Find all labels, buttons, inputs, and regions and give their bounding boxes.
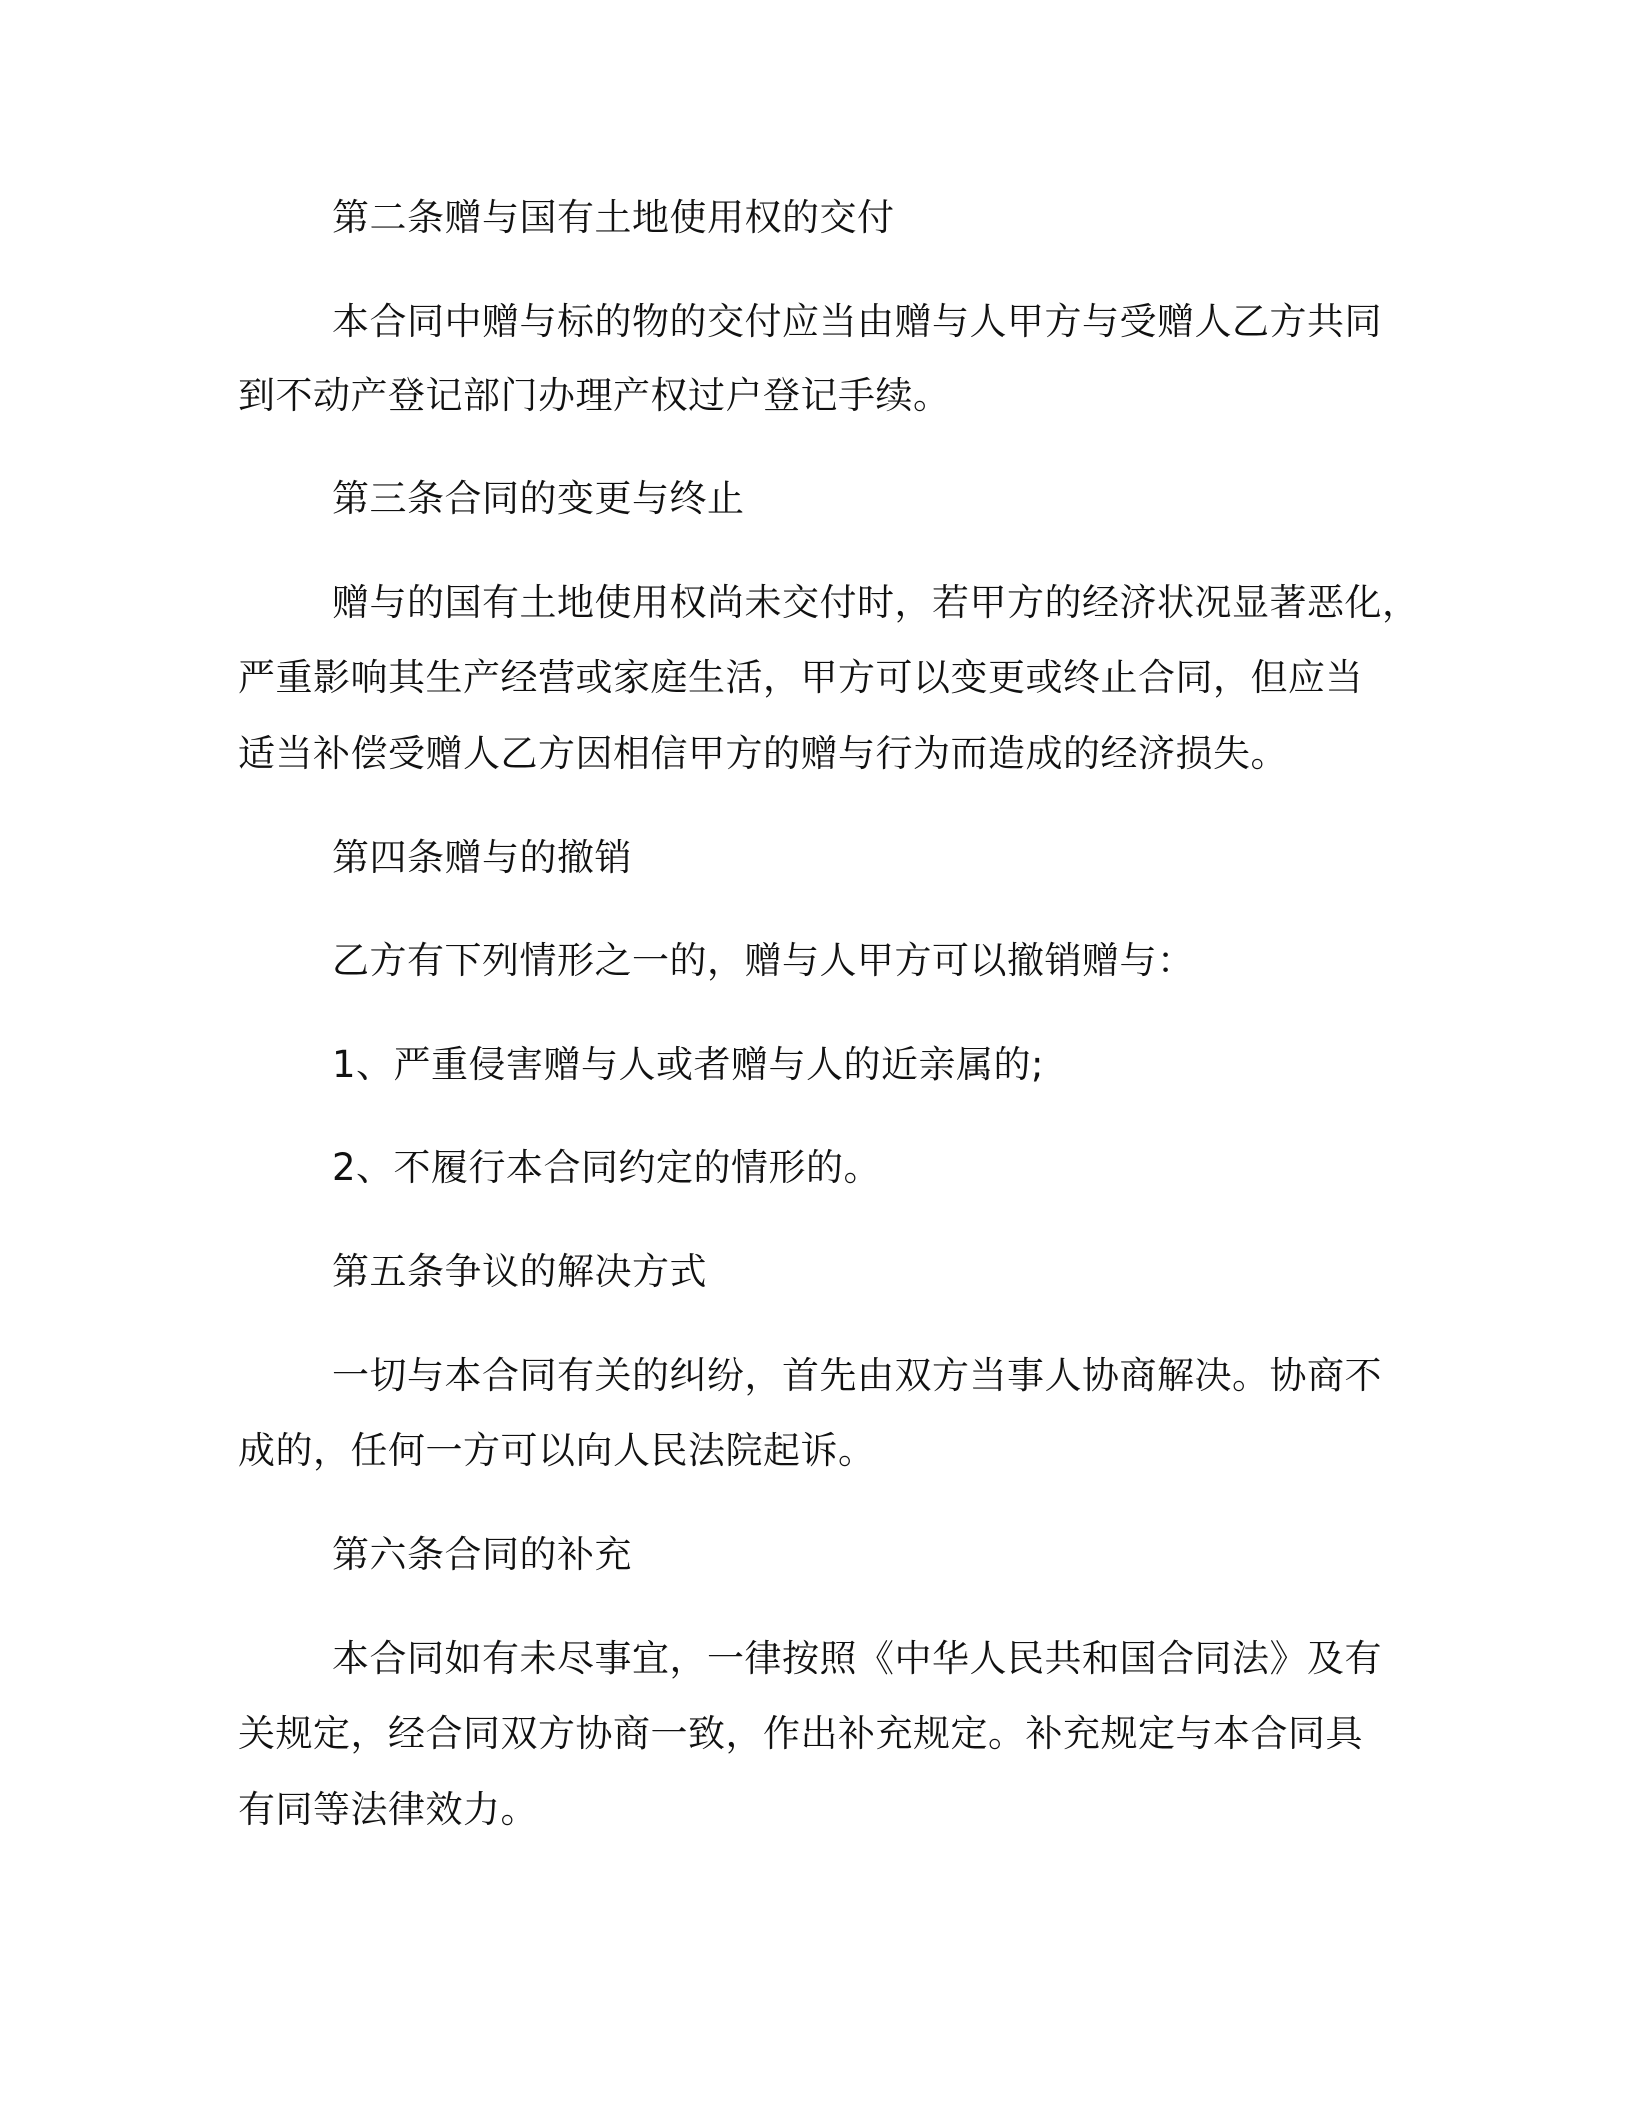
article-2-body-line-2: 到不动产登记部门办理产权过户登记手续。 — [238, 374, 951, 417]
article-5-body-line-2: 成的，任何一方可以向人民法院起诉。 — [238, 1429, 876, 1472]
article-5-body-line-1: 一切与本合同有关的纠纷，首先由双方当事人协商解决。协商不 — [332, 1354, 1382, 1397]
article-3-heading: 第三条合同的变更与终止 — [332, 477, 745, 520]
article-4-heading: 第四条赠与的撤销 — [332, 836, 632, 879]
article-3-body-line-2: 严重影响其生产经营或家庭生活，甲方可以变更或终止合同，但应当 — [238, 656, 1363, 699]
article-5-heading: 第五条争议的解决方式 — [332, 1250, 707, 1293]
article-4-intro: 乙方有下列情形之一的，赠与人甲方可以撤销赠与： — [332, 939, 1195, 982]
article-4-item-1: 1、严重侵害赠与人或者赠与人的近亲属的; — [332, 1043, 1045, 1086]
article-6-heading: 第六条合同的补充 — [332, 1533, 632, 1576]
article-2-heading: 第二条赠与国有土地使用权的交付 — [332, 196, 895, 239]
article-6-body-line-1: 本合同如有未尽事宜，一律按照《中华人民共和国合同法》及有 — [332, 1637, 1382, 1680]
article-6-body-line-2: 关规定，经合同双方协商一致，作出补充规定。补充规定与本合同具 — [238, 1712, 1363, 1755]
article-6-body-line-3: 有同等法律效力。 — [238, 1788, 538, 1831]
article-3-body-line-1: 赠与的国有土地使用权尚未交付时，若甲方的经济状况显著恶化， — [332, 581, 1420, 624]
article-4-item-2: 2、不履行本合同约定的情形的。 — [332, 1146, 882, 1189]
article-3-body-line-3: 适当补偿受赠人乙方因相信甲方的赠与行为而造成的经济损失。 — [238, 732, 1288, 775]
article-2-body-line-1: 本合同中赠与标的物的交付应当由赠与人甲方与受赠人乙方共同 — [332, 300, 1382, 343]
